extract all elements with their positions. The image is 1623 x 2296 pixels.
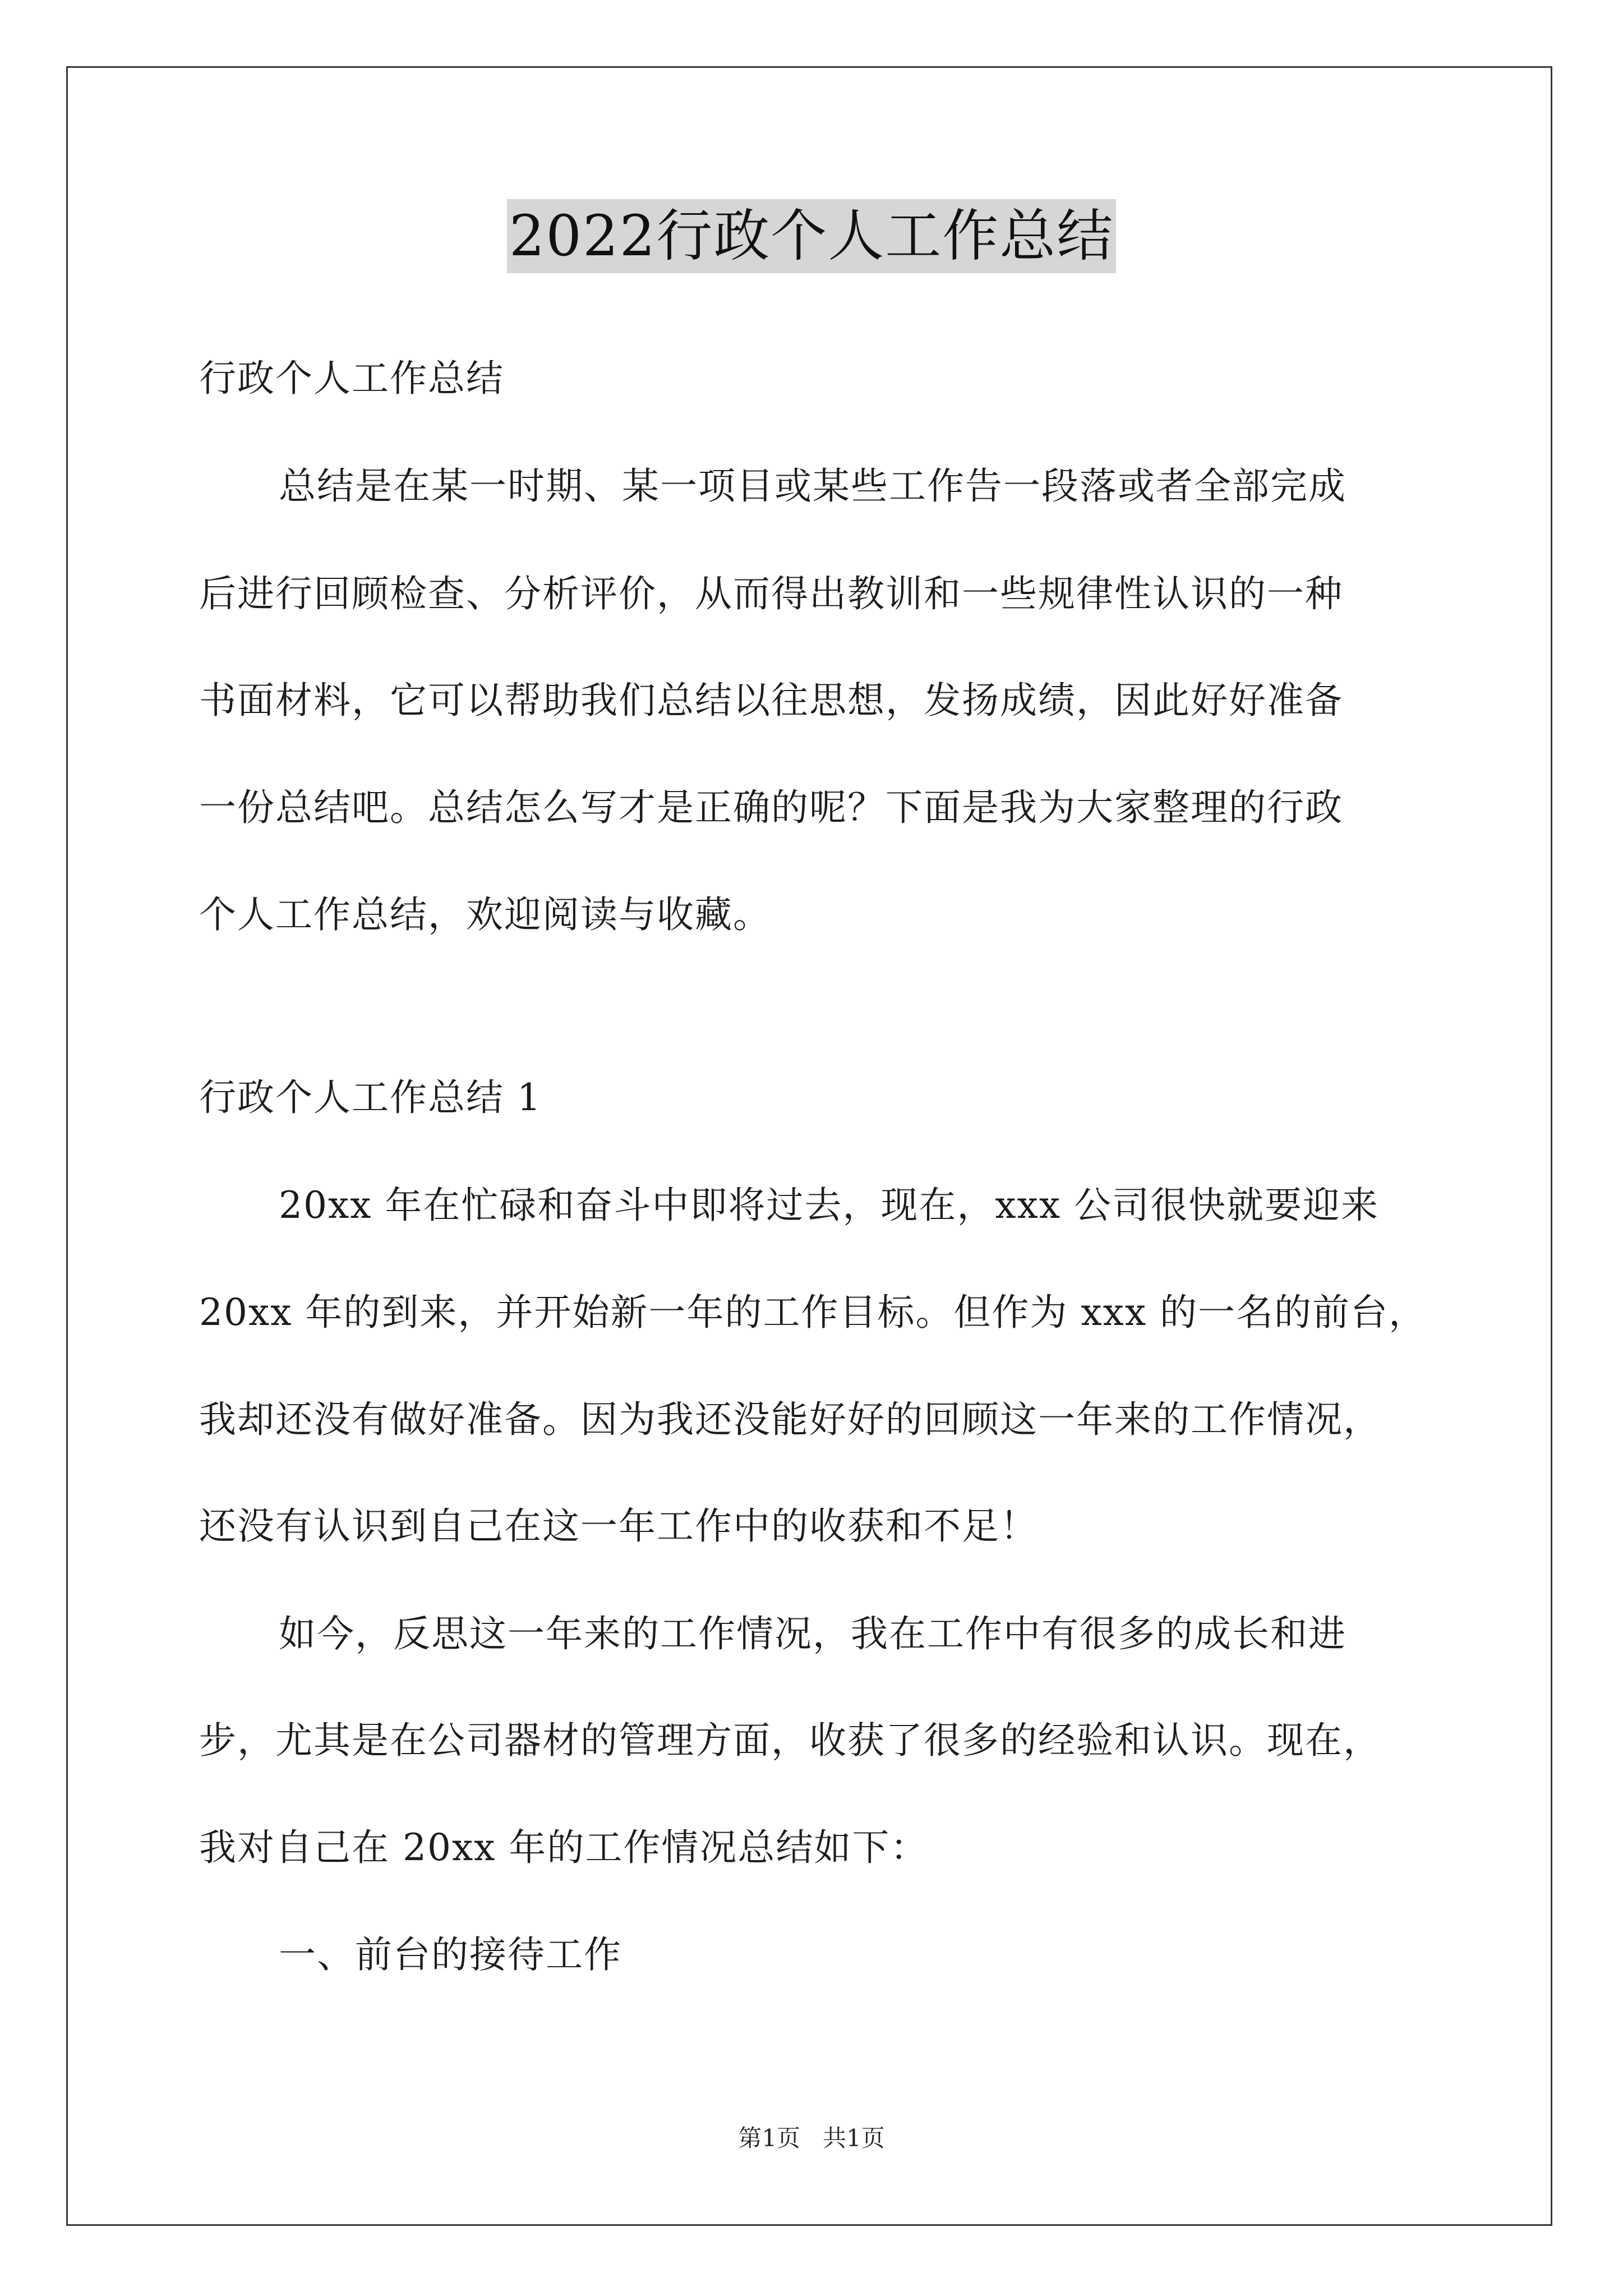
paragraph-line: 书面材料，它可以帮助我们总结以往思想，发扬成绩，因此好好准备 bbox=[199, 679, 1343, 722]
paragraph-line: 我却还没有做好准备。因为我还没能好好的回顾这一年来的工作情况， bbox=[199, 1398, 1381, 1441]
section-heading: 行政个人工作总结 bbox=[199, 357, 504, 400]
subsection-heading: 一、前台的接待工作 bbox=[279, 1933, 622, 1976]
paragraph-line: 一份总结吧。总结怎么写才是正确的呢？下面是我为大家整理的行政 bbox=[199, 786, 1343, 829]
section-heading: 行政个人工作总结 1 bbox=[199, 1076, 542, 1119]
paragraph-line: 如今，反思这一年来的工作情况，我在工作中有很多的成长和进 bbox=[279, 1612, 1347, 1655]
page-footer bbox=[0, 2123, 1623, 2154]
paragraph-line: 我对自己在 20xx 年的工作情况总结如下： bbox=[199, 1826, 929, 1869]
document-title: 2022行政个人工作总结 bbox=[507, 199, 1117, 273]
title-container bbox=[0, 199, 1623, 273]
paragraph-line: 20xx 年在忙碌和奋斗中即将过去，现在，xxx 公司很快就要迎来 bbox=[279, 1184, 1380, 1227]
paragraph-line: 步，尤其是在公司器材的管理方面，收获了很多的经验和认识。现在， bbox=[199, 1719, 1381, 1762]
paragraph-line: 20xx 年的到来，并开始新一年的工作目标。但作为 xxx 的一名的前台， bbox=[199, 1291, 1427, 1334]
paragraph-line: 后进行回顾检查、分析评价，从而得出教训和一些规律性认识的一种 bbox=[199, 572, 1343, 615]
paragraph-line: 个人工作总结，欢迎阅读与收藏。 bbox=[199, 893, 771, 936]
page-number-total: 共1页 bbox=[823, 2124, 885, 2152]
paragraph-line: 还没有认识到自己在这一年工作中的收获和不足！ bbox=[199, 1504, 1038, 1548]
page-number-current: 第1页 bbox=[738, 2124, 800, 2152]
paragraph-line: 总结是在某一时期、某一项目或某些工作告一段落或者全部完成 bbox=[279, 464, 1347, 508]
